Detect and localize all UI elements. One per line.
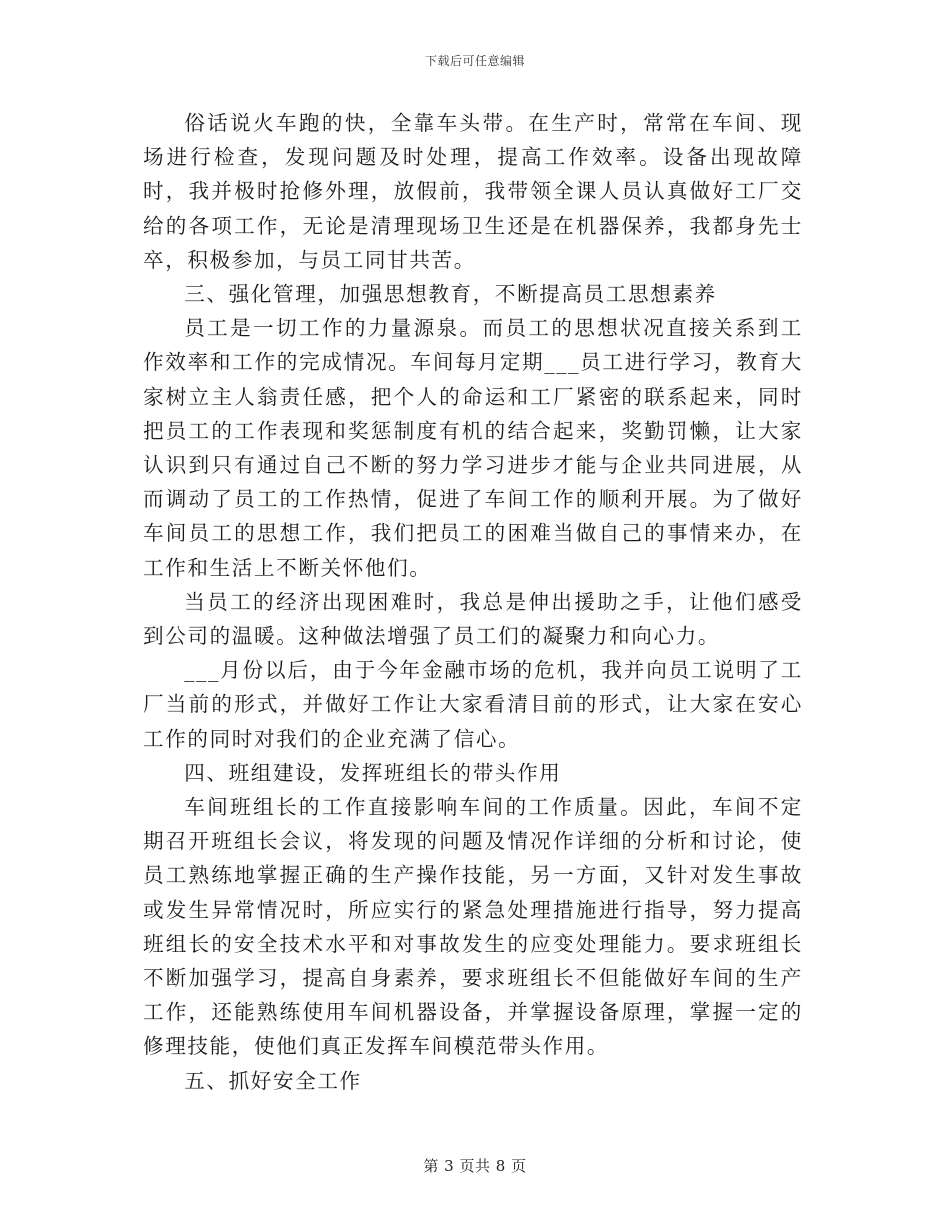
- page-header: 下载后可任意编辑: [424, 54, 525, 68]
- page-footer: 第 3 页共 8 页: [423, 1157, 527, 1175]
- paragraph-leadership: 俗话说火车跑的快，全靠车头带。在生产时，常常在车间、现场进行检查，发现问题及时处理，提高工作效率。设备出现故障时，我并极时抢修外理，放假前，我带领全课人员认真做好工厂交给的各项工作，无论是清理现场卫生还是在机器保养，我都身先士卒，积极参加，与员工同甘共苦。: [143, 111, 803, 272]
- section-heading-3: 三、强化管理，加强思想教育，不断提高员工思想素养: [184, 282, 717, 307]
- paragraph-team-leaders: 车间班组长的工作直接影响车间的工作质量。因此，车间不定期召开班组长会议，将发现的问题及情况作详细的分析和讨论，使员工熟练地掌握正确的生产操作技能，另一方面，又针对发生事故或发生异常情况时，所应实行的紧急处理措施进行指导，努力提高班组长的安全技术水平和对事故发生的应变处理能力。要求班组长不断加强学习，提高自身素养，要求班组长不但能做好车间的生产工作，还能熟练使用车间机器设备，并掌握设备原理，掌握一定的修理技能，使他们真正发挥车间模范带头作用。: [143, 795, 803, 1059]
- paragraph-financial-crisis: ___月份以后，由于今年金融市场的危机，我并向员工说明了工厂当前的形式，并做好工作让大家看清目前的形式，让大家在安心工作的同时对我们的企业充满了信心。: [143, 658, 803, 751]
- section-heading-4: 四、班组建设，发挥班组长的带头作用: [184, 760, 562, 785]
- paragraph-staff-thought: 员工是一切工作的力量源泉。而员工的思想状况直接关系到工作效率和工作的完成情况。车间每月定期___员工进行学习，教育大家树立主人翁责任感，把个人的命运和工厂紧密的联系起来，同时把员工的工作表现和奖惩制度有机的结合起来，奖勤罚懒，让大家认识到只有通过自己不断的努力学习进步才能与企业共同进展，从而调动了员工的工作热情，促进了车间工作的顺利开展。为了做好车间员工的思想工作，我们把员工的困难当做自己的事情来办，在工作和生活上不断关怀他们。: [143, 316, 803, 580]
- section-heading-5: 五、抓好安全工作: [184, 1068, 362, 1093]
- document-body: [143, 106, 803, 1098]
- paragraph-staff-care: 当员工的经济出现困难时，我总是伸出援助之手，让他们感受到公司的温暖。这种做法增强了员工们的凝聚力和向心力。: [143, 589, 803, 649]
